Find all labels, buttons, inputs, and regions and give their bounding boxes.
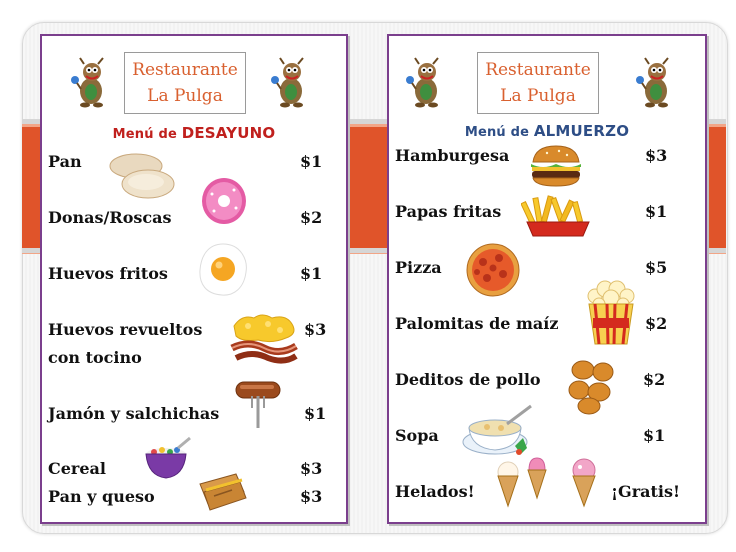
mascot-icon (635, 56, 675, 108)
menu-item-price: $3 (645, 146, 668, 165)
menu-item-name: Sopa (395, 426, 439, 445)
menu-item-name: Pan y queso (48, 487, 155, 506)
lunch-menu-heading: Menú de ALMUERZO (464, 122, 630, 140)
mascot-icon (70, 56, 110, 108)
menu-item-name-line2: con tocino (48, 348, 142, 367)
grilled-cheese-icon (196, 470, 248, 514)
menu-item-name: Deditos de pollo (395, 370, 541, 389)
chicken-nuggets-icon (567, 358, 619, 416)
cereal-bowl-icon (144, 436, 192, 480)
menu-item-name: Helados! (395, 482, 475, 501)
fried-egg-icon (196, 242, 250, 298)
ice-cream-icon (525, 456, 549, 500)
menu-item-price: $1 (300, 152, 323, 171)
menu-item-name: Pan (48, 152, 82, 171)
menu-item-price: $3 (300, 487, 323, 506)
menu-item-name: Huevos revueltos (48, 320, 203, 339)
mascot-icon (270, 56, 310, 108)
menu-item-price: $1 (645, 202, 668, 221)
menu-item-price: ¡Gratis! (611, 482, 680, 501)
restaurant-name-line2: La Pulga (500, 86, 576, 106)
menu-item-price: $3 (300, 459, 323, 478)
sausage-fork-icon (234, 376, 282, 430)
donut-icon (200, 176, 248, 226)
restaurant-name-line1: Restaurante (485, 60, 591, 80)
menu-item-name: Hamburgesa (395, 146, 510, 165)
breakfast-menu-heading: Menú de DESAYUNO (112, 124, 276, 142)
restaurant-name-line2: La Pulga (147, 86, 223, 106)
hamburger-icon (529, 144, 583, 188)
menu-item-name: Jamón y salchichas (48, 404, 220, 423)
menu-item-name: Pizza (395, 258, 442, 277)
menu-item-price: $3 (304, 320, 327, 339)
breakfast-menu-panel (40, 34, 348, 524)
menu-item-price: $2 (300, 208, 323, 227)
menu-item-price: $1 (300, 264, 323, 283)
ice-cream-icon (495, 460, 521, 508)
menu-item-price: $1 (643, 426, 666, 445)
restaurant-title-box (124, 52, 246, 114)
pizza-icon (465, 242, 521, 298)
bread-icon (106, 150, 178, 206)
menu-item-price: $5 (645, 258, 668, 277)
restaurant-name-line1: Restaurante (132, 60, 238, 80)
menu-item-name: Cereal (48, 459, 106, 478)
mascot-icon (405, 56, 445, 108)
menu-item-name: Palomitas de maíz (395, 314, 559, 333)
menu-item-name: Papas fritas (395, 202, 502, 221)
scrambled-eggs-bacon-icon (228, 310, 300, 364)
lunch-menu-panel (387, 34, 707, 524)
ice-cream-icon (569, 458, 599, 508)
menu-item-name: Huevos fritos (48, 264, 168, 283)
french-fries-icon (521, 192, 595, 238)
popcorn-icon (583, 280, 639, 346)
menu-item-price: $2 (645, 314, 668, 333)
menu-item-name: Donas/Roscas (48, 208, 172, 227)
soup-bowl-icon (461, 402, 537, 460)
menu-item-price: $2 (643, 370, 666, 389)
menu-item-price: $1 (304, 404, 327, 423)
restaurant-title-box (477, 52, 599, 114)
